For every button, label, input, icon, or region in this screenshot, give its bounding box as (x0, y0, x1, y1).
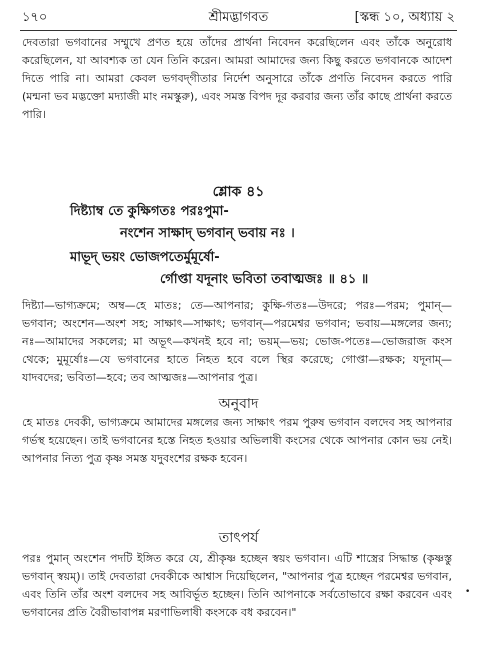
verse-line-2: নংশেন সাক্ষাদ্ ভগবান্ ভবায় নঃ । (120, 226, 295, 241)
running-header (22, 8, 455, 30)
purport-paragraph: পরঃ পুমান্ অংশেন পদটি ইঙ্গিত করে যে, শ্রীকৃষ্ণ হচ্ছেন স্বয়ং ভগবান। এটি শাস্ত্রের সিদ্ধান্ত (কৃষ্ণস্তু ভগবান্ স্বয়ম্)। তাই দেবতারা দেবকীকে আশ্বাস দিয়েছিলেন, "আপনার পুত্র হচ্ছেন পরমেশ্বর ভগবান, এবং তিনি তাঁর অংশ বলদেব সহ আবির্ভূত হচ্ছেন। তিনি আপনাকে সর্বতোভাবে রক্ষা করবেন এবং ভগবানের প্রতি বৈরীভাবাপন্ন মরণাভিলাষী কংসকে বধ করবেন।" (22, 552, 452, 619)
synonyms-paragraph: দিষ্ট্যা—ভাগ্যক্রমে; অম্ব—হে মাতঃ; তে—আপনার; কুক্ষি-গতঃ—উদরে; পরঃ—পরম; পুমান্—ভগবান; অংশেন—অংশ সহ; সাক্ষাৎ—সাক্ষাৎ; ভগবান্—পরমেশ্বর ভগবান; ভবায়—মঙ্গলের জন্য; নঃ—আমাদের সকলের; মা অভূৎ—কখনই হবে না; ভয়ম্—ভয়; ভোজ-পতেঃ—ভোজরাজ কংস থেকে; মুমূর্ষোঃ—যে ভগবানের হাতে নিহত হবে বলে স্থির করেছে; গোপ্তা—রক্ষক; যদূনাম্—যাদবদের; ভবিতা—হবে; তব আত্মজঃ—আপনার পুত্র। (22, 299, 452, 384)
verse-line-3: মাভূদ্ ভয়ং ভোজপতের্মুমূর্ষো- (70, 250, 220, 265)
page-number: ১৭০ (22, 10, 48, 25)
verse-line-1: দিষ্ট্যাম্ব তে কুক্ষিগতঃ পরঃপুমা- (70, 204, 229, 219)
header-rule (20, 30, 457, 31)
translation-heading: অনুবাদ (218, 396, 259, 412)
margin-mark: • (465, 587, 471, 597)
section-label: [স্কন্ধ ১০, অধ্যায় ২ (354, 10, 455, 25)
intro-paragraph: দেবতারা ভগবানের সম্মুখে প্রণত হয়ে তাঁদের প্রার্থনা নিবেদন করেছিলেন এবং তাঁকে অনুরোধ করেছিলেন, যা আবশ্যক তা যেন তিনি করেন। আমরা আমাদের জন্য কিছু করতে ভগবানকে আদেশ দিতে পারি না। আমরা কেবল ভগবদ্‌গীতার নির্দেশ অনুসারে তাঁকে প্রণতি নিবেদন করতে পারি (মন্মনা ভব মদ্ভক্তো মদ্যাজী মাং নমস্কুরু), এবং সমস্ত বিপদ দূর করবার জন্য তাঁর কাছে প্রার্থনা করতে পারি। (22, 36, 452, 121)
purport-heading: তাৎপর্য (218, 530, 259, 546)
translation-paragraph: হে মাতঃ দেবকী, ভাগ্যক্রমে আমাদের মঙ্গলের জন্য সাক্ষাৎ পরম পুরুষ ভগবান বলদেব সহ আপনার গর্ভস্থ হয়েছেন। তাই ভগবানের হস্তে নিহত হওয়ার অভিলাষী কংসের থেকে আপনার কোন ভয় নেই। আপনার নিত্য পুত্র কৃষ্ণ সমস্ত যদুবংশের রক্ষক হবেন। (22, 416, 452, 465)
book-title: শ্রীমদ্ভাগবত (208, 10, 269, 25)
verse-heading: শ্লোক ৪১ (212, 184, 265, 200)
verse-line-4: র্গোপ্তা যদূনাং ভবিতা তবাত্মজঃ ॥ ৪১ ॥ (160, 272, 369, 287)
